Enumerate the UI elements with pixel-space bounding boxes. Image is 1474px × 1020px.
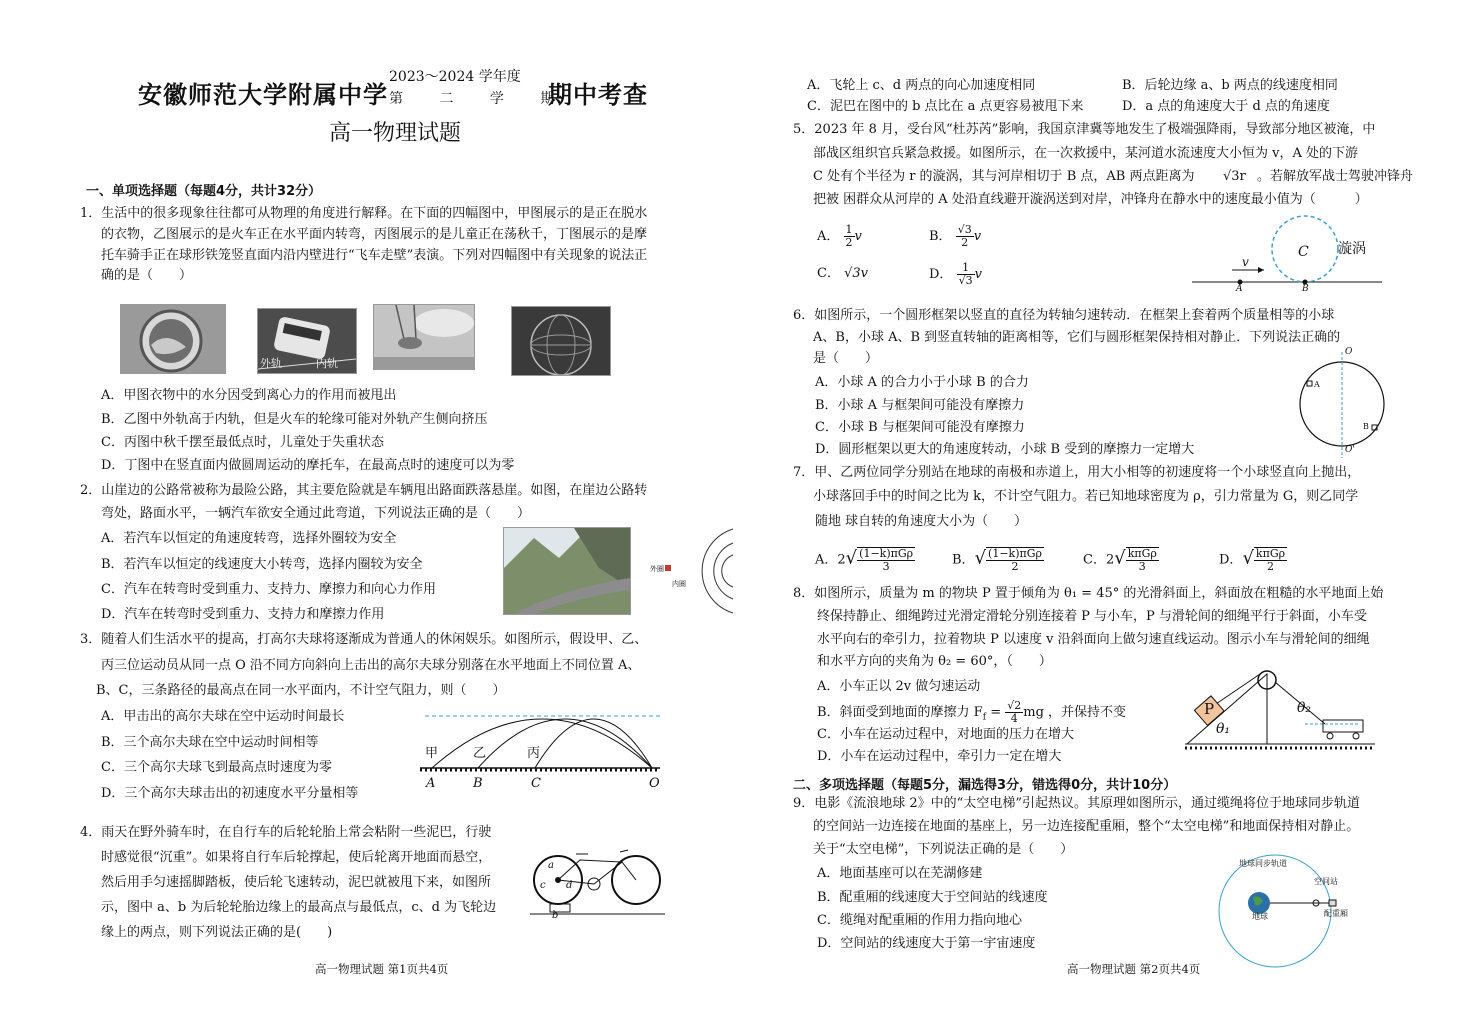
label-yi: 乙 — [473, 746, 487, 761]
inner-lane-label: 内圈 — [672, 580, 686, 588]
point-b-label: B — [473, 776, 483, 791]
q1-option-d: D．丁图中在竖直面内做圆周运动的摩托车，在最高点时的速度可以为零 — [101, 458, 515, 473]
theta1-label: θ₁ — [1216, 721, 1231, 737]
q3-option-a: A．甲击出的高尔夫球在空中运动时间最长 — [101, 709, 345, 724]
q3-option-b: B．三个高尔夫球在空中运动时间相等 — [101, 735, 319, 750]
q1-stem-line: 的衣物，乙图展示的是火车正在水平面内转弯，丙图展示的是儿童正在荡秋千，丁图展示的是摩 — [101, 227, 648, 242]
page-2 — [737, 0, 1474, 1020]
q5-option-d-v: v — [974, 267, 982, 282]
q5-option-a-label: A． — [817, 229, 840, 244]
label-bing: 丙 — [527, 746, 541, 761]
school-name: 安徽师范大学附属中学 — [138, 80, 388, 109]
q9-option-b: B．配重厢的线速度大于空间站的线速度 — [817, 890, 1048, 905]
frac-denominator: 3 — [882, 560, 890, 573]
frac-denominator: √3 — [958, 274, 973, 287]
q4-option-a: A．飞轮上 c、d 两点的向心加速度相同 — [807, 78, 1036, 93]
q7-option-a-frac — [857, 547, 915, 573]
q6-option-a: A．小球 A 的合力小于小球 B 的合力 — [815, 375, 1029, 390]
q8-stem-line: 水平向右的牵引力，拉着物块 P 以速度 v 沿斜面向上做匀速直线运动。图示小车与滑轮间的细绳 — [817, 632, 1370, 647]
outer-rail-label: 外轨 — [260, 357, 282, 370]
train-photo — [257, 308, 357, 374]
earth-label: 地球 — [1252, 912, 1268, 921]
point-b-label: B — [1302, 284, 1309, 294]
q1-option-c: C．丙图中秋千摆至最低点时，儿童处于失重状态 — [101, 435, 384, 450]
rotating-frame-diagram — [1292, 350, 1392, 460]
q5-stem-line: 。若解放军战士驾驶冲锋舟 — [1257, 169, 1414, 184]
vortex-center-label: C — [1298, 244, 1309, 260]
q5-stem-line: 部战区组织官兵紧急救援。如图所示，在一次救援中，某河道水流速度大小恒为 v，A 处的下游 — [813, 146, 1358, 161]
q5-option-b — [929, 224, 981, 249]
q9-stem-line: 关于“太空电梯”，下列说法正确的是（ ） — [813, 842, 1074, 857]
q2-option-c: C．汽车在转弯时受到重力、支持力、摩擦力和向心力作用 — [101, 582, 436, 597]
axis-bottom-label: O' — [1345, 445, 1355, 455]
page-1-footer: 高一物理试题 第1页共4页 — [315, 962, 449, 976]
q1-stem-line: 托车骑手正在球形铁笼竖直面内沿内壁进行“飞车走壁”表演。下列对四幅图中有关现象的说法正 — [101, 248, 648, 263]
point-d-bike-label: d — [566, 880, 573, 891]
swing-photo — [373, 304, 475, 370]
q9-stem-line: 的空间站一边连接在地面的基座上，另一边连接配重厢，整个“太空电梯”和地面保持相对静止。 — [813, 819, 1360, 834]
bicycle-diagram — [530, 842, 665, 922]
q5-option-a-frac — [844, 224, 855, 249]
q5-option-c-label: C． — [817, 266, 840, 281]
q2-option-d: D．汽车在转弯时受到重力、支持力和摩擦力作用 — [101, 607, 385, 622]
section-1-heading: 一、单项选择题（每题4分，共计32分） — [86, 184, 322, 199]
q5-option-d-label: D． — [929, 267, 953, 282]
q9-option-d: D．空间站的线速度大于第一宇宙速度 — [817, 936, 1036, 951]
flow-velocity-label: v — [1242, 255, 1249, 269]
q6-stem-line: 是（ ） — [813, 351, 879, 366]
q7-option-a — [815, 547, 915, 573]
q7-option-d — [1219, 547, 1287, 573]
q8-option-c: C．小车在运动过程中，对地面的压力在增大 — [817, 727, 1074, 742]
point-b-bike-label: b — [552, 910, 559, 921]
q3-option-d: D．三个高尔夫球击出的初速度水平分量相等 — [101, 786, 359, 801]
q7-option-a-coef: 2 — [837, 552, 846, 568]
q5-option-a — [817, 224, 862, 249]
cage-photo — [511, 306, 611, 376]
block-p-label: P — [1204, 700, 1215, 718]
section-2-heading: 二、多项选择题（每题5分，漏选得3分，错选得0分，共计10分） — [793, 778, 1177, 793]
q5-option-c-value: √3v — [844, 266, 868, 281]
q8-option-b: B．斜面受到地面的摩擦力 $F_f$ = $\frac{√2}{4}$ mg ，并保持不变 — [817, 699, 1127, 725]
washing-machine-photo — [120, 304, 226, 374]
q8-stem-line: 8．如图所示，质量为 m 的物块 P 置于倾角为 θ₁ = 45° 的光滑斜面上，斜面放在粗糙的水平地面上始 — [793, 586, 1384, 601]
ball-a-label: A — [1314, 380, 1320, 389]
q5-option-d — [929, 262, 982, 287]
q8-option-b-text: B．斜面受到地面的摩擦力 F — [817, 705, 983, 720]
q6-option-d: D．圆形框架以更大的角速度转动，小球 B 受到的摩擦力一定增大 — [815, 442, 1195, 457]
frac-numerator: 1 — [845, 223, 853, 236]
sqrt-icon: √ — [1242, 547, 1254, 569]
point-c-bike-label: c — [540, 880, 546, 891]
frac-denominator: 2 — [845, 236, 853, 249]
vortex-label: 漩涡 — [1338, 241, 1366, 257]
friction-subscript: f — [982, 712, 987, 723]
inner-rail-label: 内轨 — [316, 357, 338, 370]
frac-numerator: kπGρ — [1127, 547, 1157, 560]
label-jia: 甲 — [425, 746, 439, 761]
q2-stem-line: 2．山崖边的公路常被称为最险公路，其主要危险就是车辆甩出路面跌落悬崖。如图，在崖边公路转 — [80, 483, 648, 498]
q7-stem-line: 小球落回手中的时间之比为 k，不计空气阻力。若已知地球密度为 ρ，引力常量为 G，则乙同学 — [813, 489, 1359, 504]
q8-option-d: D．小车在运动过程中，牵引力一定在增大 — [817, 749, 1062, 764]
frac-numerator: (1−k)πGρ — [988, 547, 1042, 560]
q7-option-a-label: A． — [815, 552, 838, 568]
q7-option-b-label: B． — [952, 552, 975, 568]
frac-denominator: 3 — [1138, 560, 1146, 573]
q5-option-c — [817, 264, 868, 284]
frac-numerator: 1 — [957, 262, 975, 275]
q7-option-c-label: C． — [1083, 552, 1106, 568]
theta2-label: θ₂ — [1297, 700, 1312, 716]
sqrt-icon: √ — [1114, 547, 1126, 569]
q9-option-a: A．地面基座可以在芜湖修建 — [817, 866, 983, 881]
q7-option-d-label: D． — [1219, 552, 1243, 568]
sqrt-icon: √ — [845, 547, 858, 569]
point-c-label: C — [531, 776, 541, 791]
q7-option-c — [1083, 547, 1159, 573]
q2-option-b: B．若汽车以恒定的线速度大小转弯，选择内圈较为安全 — [101, 557, 423, 572]
q5-option-d-frac — [957, 262, 975, 287]
q1-option-a: A．甲图衣物中的水分因受到离心力的作用而被甩出 — [101, 388, 397, 403]
q6-option-b: B．小球 A 与框架间可能没有摩擦力 — [815, 398, 1025, 413]
q4-stem-line: 缘上的两点，则下列说法正确的是( ) — [101, 925, 333, 940]
q6-stem-line: 6．如图所示，一个圆形框架以竖直的直径为转轴匀速转动．在框架上套着两个质量相等的小球 — [793, 308, 1335, 323]
q1-option-b: B．乙图中外轨高于内轨，但是火车的轮缘可能对外轨产生侧向挤压 — [101, 412, 488, 427]
q4-stem-line: 示，图中 a、b 为后轮轮胎边缘上的最高点与最低点，c、d 为飞轮边 — [101, 900, 497, 915]
q7-stem-line: 7．甲、乙两位同学分别站在地球的南极和赤道上，用大小相等的初速度将一个小球竖直向上抛出， — [793, 465, 1361, 480]
q8-option-b-frac — [1005, 700, 1023, 725]
q7-option-c-frac — [1126, 547, 1159, 573]
exam-name: 期中考查 — [548, 80, 648, 109]
q7-option-b-frac — [986, 547, 1044, 573]
q5-option-b-frac — [956, 224, 974, 249]
q6-option-c: C．小球 B 与框架间可能没有摩擦力 — [815, 420, 1025, 435]
frac-denominator: 2 — [1011, 560, 1019, 573]
q4-stem-line: 时感觉很“沉重”。如果将自行车后轮撑起，使后轮离开地面而悬空， — [101, 850, 492, 865]
q4-option-b: B．后轮边缘 a、b 两点的线速度相同 — [1122, 78, 1338, 93]
page-2-footer: 高一物理试题 第2页共4页 — [1067, 962, 1201, 976]
q8-option-b-tail: mg ，并保持不变 — [1023, 705, 1127, 720]
q5-option-b-v: v — [973, 229, 982, 244]
mountain-road-photo — [503, 527, 631, 615]
ball-b-label: B — [1363, 422, 1369, 431]
frac-denominator: 4 — [1010, 712, 1018, 725]
frac-denominator: 2 — [961, 236, 969, 249]
frac-numerator: √3 — [957, 223, 972, 236]
q3-stem-line: B、C，三条路径的最高点在同一水平面内，不计空气阻力，则（ ） — [96, 683, 506, 698]
orbit-label: 地球同步轨道 — [1239, 859, 1287, 868]
q5-option-b-label: B． — [929, 229, 952, 244]
point-a-bike-label: a — [548, 860, 554, 871]
q2-stem-line: 弯处，路面水平，一辆汽车欲安全通过此弯道，下列说法正确的是（ ） — [101, 506, 531, 521]
q1-stem-line: 1．生活中的很多现象往往都可从物理的角度进行解释。在下面的四幅图中，甲图展示的是正在脱水 — [80, 206, 648, 221]
q7-option-c-coef: 2 — [1105, 552, 1115, 568]
q3-option-c: C．三个高尔夫球飞到最高点时速度为零 — [101, 760, 332, 775]
axis-top-label: O — [1345, 347, 1353, 357]
frac-denominator: 2 — [1267, 560, 1274, 573]
q5-option-a-v: v — [854, 229, 862, 244]
q5-ab-distance: √3r — [1223, 169, 1246, 184]
school-year: 2023～2024 学年度 — [389, 69, 521, 85]
outer-lane-label: 外圈 — [650, 565, 664, 573]
sqrt-icon: √ — [974, 547, 987, 569]
weight-label: 配重厢 — [1324, 909, 1348, 918]
q4-option-d: D．a 点的角速度大于 d 点的角速度 — [1122, 99, 1330, 114]
frac-numerator: √2 — [1007, 699, 1022, 712]
q5-stem-line: C 处有个半径为 r 的漩涡，其与河岸相切于 B 点，AB 两点距离为 — [813, 169, 1195, 184]
station-label: 空间站 — [1314, 877, 1338, 886]
q4-stem-line: 然后用手匀速摇脚踏板，使后轮飞速转动，泥巴就被甩下来，如图所 — [101, 875, 492, 890]
q6-stem-line: A、B，小球 A、B 到竖直转轴的距离相等，它们与圆形框架保持相对静止．下列说法正确的 — [813, 330, 1341, 345]
q7-option-b — [952, 547, 1044, 573]
q9-stem-line: 9．电影《流浪地球 2》中的“太空电梯”引起热议。其原理如图所示，通过缆绳将位于地球同步轨道 — [793, 796, 1360, 811]
q7-option-d-frac — [1254, 547, 1287, 573]
frac-numerator: (1−k)πGρ — [859, 547, 914, 560]
q4-option-c: C．泥巴在图中的 b 点比在 a 点更容易被甩下来 — [807, 99, 1084, 114]
q4-stem-line: 4．雨天在野外骑车时，在自行车的后轮轮胎上常会粘附一些泥巴，行驶 — [80, 825, 492, 840]
q5-stem-line: 把被 困群众从河岸的 A 处沿直线避开漩涡送到对岸，冲锋舟在静水中的速度最小值为（ ） — [813, 192, 1368, 207]
point-a-label: A — [1236, 284, 1243, 294]
q1-stem-line: 确的是（ ） — [101, 268, 193, 283]
q3-stem-line: 丙三位运动员从同一点 O 沿不同方向斜向上击出的高尔夫球分别落在水平地面上不同位置 A、 — [101, 658, 641, 673]
school-term: 第 二 学 期 — [389, 91, 571, 107]
q9-option-c: C．缆绳对配重厢的作用力指向地心 — [817, 913, 1022, 928]
q2-option-a: A．若汽车以恒定的角速度转弯，选择外圈较为安全 — [101, 531, 397, 546]
q3-stem-line: 3．随着人们生活水平的提高，打高尔夫球将逐渐成为普通人的休闲娱乐。如图所示，假设甲、乙、 — [80, 632, 648, 647]
point-o-label: O — [649, 776, 660, 791]
frac-numerator: kπGρ — [1255, 547, 1286, 560]
q8-option-a: A．小车正以 2v 做匀速运动 — [817, 679, 981, 694]
point-a-label: A — [426, 776, 436, 791]
q7-stem-line: 随地 球自转的角速度大小为（ ） — [815, 514, 1028, 529]
q8-stem-line: 终保持静止、细绳跨过光滑定滑轮分别连接着 P 与小车，P 与滑轮间的细绳平行于斜面，小车受 — [817, 609, 1367, 624]
page-title: 高一物理试题 — [329, 121, 462, 146]
q8-stem-line: 和水平方向的夹角为 θ₂ = 60°，（ ） — [817, 654, 1052, 669]
q5-stem-line: 5．2023 年 8 月，受台风“杜苏芮”影响，我国京津冀等地发生了极端强降雨，导致部分地区被淹，中 — [793, 122, 1376, 137]
